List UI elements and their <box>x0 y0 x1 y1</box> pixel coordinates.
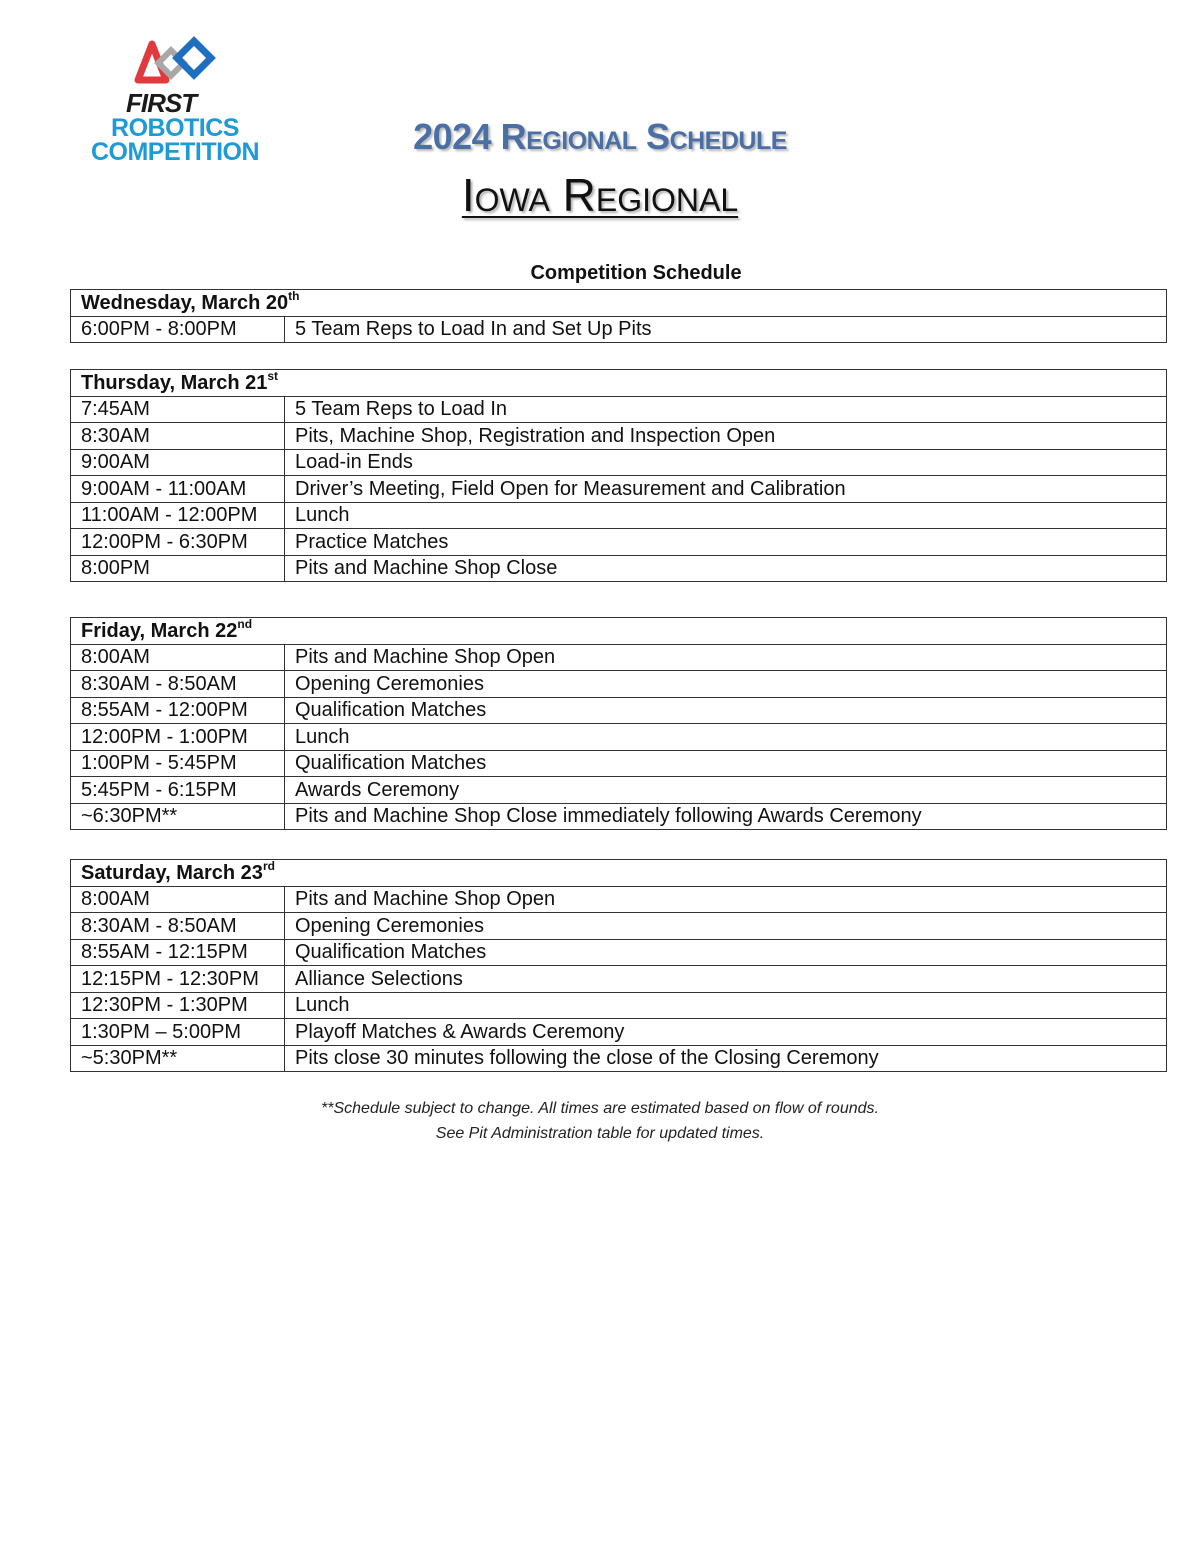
table-row <box>71 396 1167 423</box>
event-cell: Pits and Machine Shop Close <box>285 555 1167 582</box>
table-row <box>71 697 1167 724</box>
footnote-pit-admin: See Pit Administration table for updated times. <box>435 1125 765 1142</box>
table-row <box>71 777 1167 804</box>
day-label: Friday, March 22 <box>81 619 238 642</box>
schedule-table-saturday <box>70 859 1167 1072</box>
time-cell: 11:00AM - 12:00PM <box>71 502 285 529</box>
table-row <box>71 671 1167 698</box>
event-cell: Practice Matches <box>285 529 1167 556</box>
schedule-table-thursday <box>70 369 1167 582</box>
time-cell: 1:00PM - 5:45PM <box>71 750 285 777</box>
document-title: 2024 Regional Schedule <box>413 116 787 157</box>
table-row <box>71 449 1167 476</box>
table-row <box>71 886 1167 913</box>
event-cell: Pits and Machine Shop Open <box>285 644 1167 671</box>
time-cell: 8:00PM <box>71 555 285 582</box>
event-cell: Load-in Ends <box>285 449 1167 476</box>
time-cell: ~5:30PM** <box>71 1045 285 1072</box>
event-cell: Lunch <box>285 724 1167 751</box>
table-row <box>71 724 1167 751</box>
first-logo-mark-icon <box>132 36 218 88</box>
schedule-table-wednesday <box>70 289 1167 343</box>
table-row <box>71 476 1167 503</box>
first-robotics-logo <box>80 36 270 168</box>
event-cell: Pits close 30 minutes following the close of the Closing Ceremony <box>285 1045 1167 1072</box>
event-cell: Pits and Machine Shop Close immediately following Awards Ceremony <box>285 803 1167 830</box>
event-cell: Qualification Matches <box>285 750 1167 777</box>
day-label: Thursday, March 21 <box>81 371 268 394</box>
table-row <box>71 555 1167 582</box>
event-cell: Awards Ceremony <box>285 777 1167 804</box>
event-cell: Qualification Matches <box>285 697 1167 724</box>
time-cell: 7:45AM <box>71 396 285 423</box>
day-ordinal-suffix: rd <box>262 859 275 874</box>
table-row <box>71 644 1167 671</box>
time-cell: 1:30PM – 5:00PM <box>71 1019 285 1046</box>
table-row <box>71 992 1167 1019</box>
event-cell: Qualification Matches <box>285 939 1167 966</box>
event-cell: Lunch <box>285 992 1167 1019</box>
event-cell: 5 Team Reps to Load In <box>285 396 1167 423</box>
time-cell: 8:00AM <box>71 644 285 671</box>
table-row <box>71 423 1167 450</box>
day-ordinal-suffix: st <box>267 369 279 384</box>
day-header-row <box>71 860 1167 887</box>
event-cell: Pits, Machine Shop, Registration and Inspection Open <box>285 423 1167 450</box>
day-header-row <box>71 618 1167 645</box>
event-cell: Opening Ceremonies <box>285 671 1167 698</box>
day-ordinal-suffix: nd <box>237 617 253 632</box>
time-cell: 12:00PM - 6:30PM <box>71 529 285 556</box>
table-row <box>71 502 1167 529</box>
event-cell: 5 Team Reps to Load In and Set Up Pits <box>285 316 1167 343</box>
table-row <box>71 803 1167 830</box>
time-cell: ~6:30PM** <box>71 803 285 830</box>
day-label: Wednesday, March 20 <box>81 291 289 314</box>
day-header <box>71 370 1167 397</box>
time-cell: 8:30AM - 8:50AM <box>71 671 285 698</box>
table-row <box>71 966 1167 993</box>
time-cell: 12:30PM - 1:30PM <box>71 992 285 1019</box>
logo-robotics-text: ROBOTICS <box>111 114 239 142</box>
day-header-row <box>71 290 1167 317</box>
day-header <box>71 618 1167 645</box>
event-title: Iowa Regional <box>461 169 739 221</box>
time-cell: 12:00PM - 1:00PM <box>71 724 285 751</box>
time-cell: 9:00AM <box>71 449 285 476</box>
time-cell: 8:30AM - 8:50AM <box>71 913 285 940</box>
footnote-disclaimer: **Schedule subject to change. All times are estimated based on flow of rounds. <box>321 1100 879 1117</box>
event-cell: Lunch <box>285 502 1167 529</box>
table-row <box>71 913 1167 940</box>
event-cell: Pits and Machine Shop Open <box>285 886 1167 913</box>
logo-competition-text: COMPETITION <box>90 138 260 166</box>
day-ordinal-suffix: th <box>288 289 300 304</box>
event-cell: Playoff Matches & Awards Ceremony <box>285 1019 1167 1046</box>
time-cell: 8:55AM - 12:15PM <box>71 939 285 966</box>
time-cell: 8:00AM <box>71 886 285 913</box>
day-header-row <box>71 370 1167 397</box>
table-row <box>71 1019 1167 1046</box>
time-cell: 9:00AM - 11:00AM <box>71 476 285 503</box>
table-row <box>71 939 1167 966</box>
table-row <box>71 750 1167 777</box>
time-cell: 6:00PM - 8:00PM <box>71 316 285 343</box>
time-cell: 5:45PM - 6:15PM <box>71 777 285 804</box>
table-row <box>71 316 1167 343</box>
day-label: Saturday, March 23 <box>81 861 263 884</box>
section-heading: Competition Schedule <box>530 262 742 284</box>
event-cell: Alliance Selections <box>285 966 1167 993</box>
event-cell: Driver’s Meeting, Field Open for Measurement and Calibration <box>285 476 1167 503</box>
event-cell: Opening Ceremonies <box>285 913 1167 940</box>
time-cell: 8:55AM - 12:00PM <box>71 697 285 724</box>
day-header <box>71 860 1167 887</box>
day-header <box>71 290 1167 317</box>
table-row <box>71 1045 1167 1072</box>
schedule-table-friday <box>70 617 1167 830</box>
table-row <box>71 529 1167 556</box>
time-cell: 12:15PM - 12:30PM <box>71 966 285 993</box>
time-cell: 8:30AM <box>71 423 285 450</box>
logo-first-text: FIRST <box>126 88 197 118</box>
